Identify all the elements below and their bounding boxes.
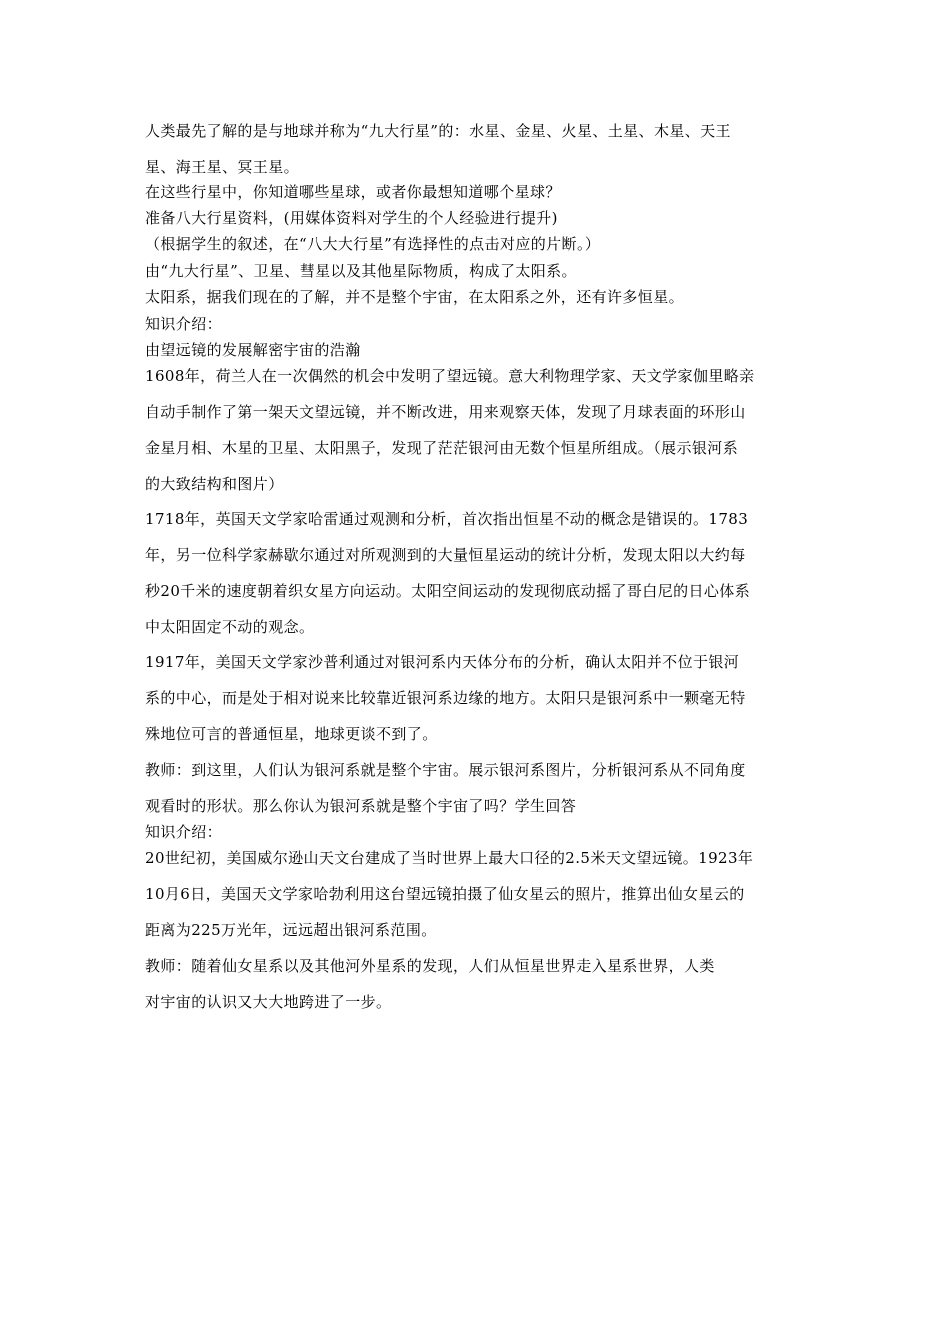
section-heading: 知识介绍： — [145, 315, 223, 333]
text-line: 10月6日，美国天文学家哈勃利用这台望远镜拍摄了仙女星云的照片，推算出仙女星云的 — [145, 885, 745, 903]
section-title: 由望远镜的发展解密宇宙的浩瀚 — [145, 341, 361, 359]
text-line: 对宇宙的认识又大大地跨进了一步。 — [145, 993, 392, 1011]
text-line: 秒20千米的速度朝着织女星方向运动。太阳空间运动的发现彻底动摇了哥白尼的日心体系 — [145, 582, 751, 600]
text-line: 教师：随着仙女星系以及其他河外星系的发现，人们从恒星世界走入星系世界，人类 — [145, 957, 715, 975]
text-line: 1608年，荷兰人在一次偶然的机会中发明了望远镜。意大利物理学家、天文学家伽里略亲 — [145, 367, 755, 385]
text-line: 在这些行星中，你知道哪些星球，或者你最想知道哪个星球？ — [145, 183, 561, 201]
text-line: 年，另一位科学家赫歇尔通过对所观测到的大量恒星运动的统计分析，发现太阳以大约每 — [145, 546, 746, 564]
section-heading: 知识介绍： — [145, 823, 223, 841]
text-line: 的大致结构和图片） — [145, 475, 284, 493]
text-line: 1917年，美国天文学家沙普利通过对银河系内天体分布的分析，确认太阳并不位于银河 — [145, 653, 740, 671]
document-body — [145, 121, 810, 1012]
text-line: 自动手制作了第一架天文望远镜，并不断改进，用来观察天体，发现了月球表面的环形山 — [145, 403, 746, 421]
text-line: 距离为225万光年，远远超出银河系范围。 — [145, 921, 437, 939]
text-line: 系的中心，而是处于相对说来比较靠近银河系边缘的地方。太阳只是银河系中一颗毫无特 — [145, 689, 746, 707]
text-line: 人类最先了解的是与地球并称为“九大行星”的：水星、金星、火星、土星、木星、天王 — [145, 122, 731, 140]
text-line: （根据学生的叙述，在“八大大行星”有选择性的点击对应的片断。） — [145, 235, 601, 253]
text-line: 金星月相、木星的卫星、太阳黑子，发现了茫茫银河由无数个恒星所组成。（展示银河系 — [145, 439, 739, 457]
text-line: 由“九大行星”、卫星、彗星以及其他星际物质，构成了太阳系。 — [145, 262, 577, 280]
text-line: 准备八大行星资料，(用媒体资料对学生的个人经验进行提升) — [145, 209, 558, 227]
text-line: 教师：到这里，人们认为银河系就是整个宇宙。展示银河系图片，分析银河系从不同角度 — [145, 761, 746, 779]
text-line: 殊地位可言的普通恒星，地球更谈不到了。 — [145, 725, 438, 743]
text-line: 20世纪初，美国威尔逊山天文台建成了当时世界上最大口径的2.5米天文望远镜。1923年 — [145, 849, 754, 867]
text-line: 1718年，英国天文学家哈雷通过观测和分析，首次指出恒星不动的概念是错误的。1783 — [145, 510, 749, 528]
text-line: 中太阳固定不动的观念。 — [145, 618, 315, 636]
text-line: 太阳系，据我们现在的了解，并不是整个宇宙，在太阳系之外，还有许多恒星。 — [145, 288, 685, 306]
text-line: 观看时的形状。那么你认为银河系就是整个宇宙了吗？学生回答 — [145, 797, 577, 815]
text-line: 星、海王星、冥王星。 — [145, 158, 300, 176]
